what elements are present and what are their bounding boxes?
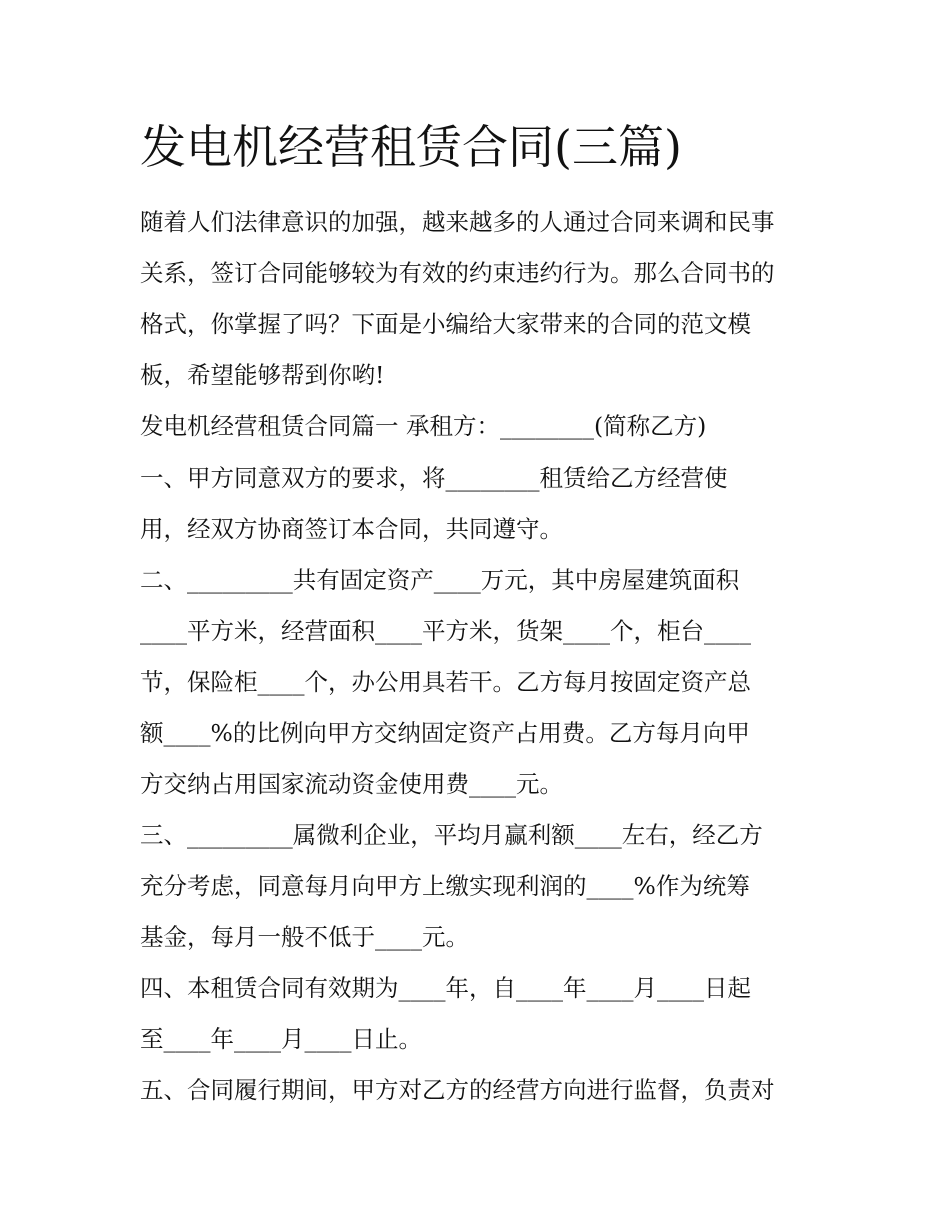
text-line: 用，经双方协商签订本合同，共同遵守。 bbox=[140, 515, 563, 543]
text-line: 充分考虑，同意每月向甲方上缴实现利润的____%作为统筹 bbox=[140, 872, 750, 900]
text-line: 方交纳占用国家流动资金使用费____元。 bbox=[140, 770, 563, 798]
text-line: 关系，签订合同能够较为有效的约束违约行为。那么合同书的 bbox=[140, 259, 775, 287]
text-line: 一、甲方同意双方的要求，将________租赁给乙方经营使 bbox=[140, 464, 728, 492]
text-line: 额____%的比例向甲方交纳固定资产占用费。乙方每月向甲 bbox=[140, 719, 750, 747]
text-line: ____平方米，经营面积____平方米，货架____个，柜台____ bbox=[140, 617, 751, 645]
text-line: 五、合同履行期间，甲方对乙方的经营方向进行监督，负责对 bbox=[140, 1076, 775, 1104]
text-line: 三、_________属微利企业，平均月赢利额____左右，经乙方 bbox=[140, 821, 763, 849]
text-line: 随着人们法律意识的加强，越来越多的人通过合同来调和民事 bbox=[140, 208, 775, 236]
text-line: 至____年____月____日止。 bbox=[140, 1025, 422, 1053]
text-line: 发电机经营租赁合同篇一 承租方：________(简称乙方) bbox=[140, 412, 707, 440]
text-line: 板，希望能够帮到你哟! bbox=[140, 361, 385, 389]
text-line: 基金，每月一般不低于____元。 bbox=[140, 923, 469, 951]
text-line: 格式，你掌握了吗？下面是小编给大家带来的合同的范文模 bbox=[140, 310, 751, 338]
text-line: 节，保险柜____个，办公用具若干。乙方每月按固定资产总 bbox=[140, 668, 751, 696]
text-line: 二、_________共有固定资产____万元，其中房屋建筑面积 bbox=[140, 566, 740, 594]
text-line: 四、本租赁合同有效期为____年，自____年____月____日起 bbox=[140, 974, 751, 1002]
document-title: 发电机经营租赁合同(三篇) bbox=[140, 120, 682, 174]
